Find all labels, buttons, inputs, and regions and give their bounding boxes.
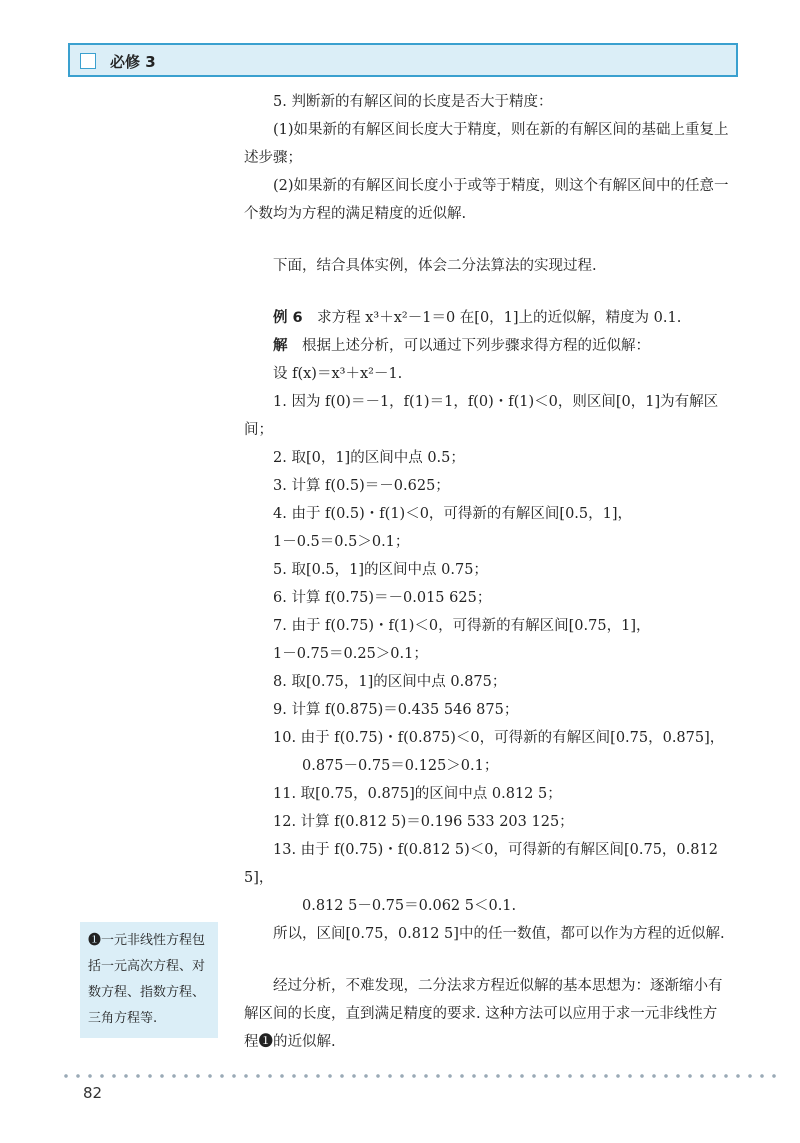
step-3: 3. 计算 f(0.5)＝－0.625；	[273, 478, 450, 494]
chapter-header	[68, 43, 738, 77]
step-12: 12. 计算 f(0.812 5)＝0.196 533 203 125；	[273, 814, 574, 830]
step5-text: 5. 判断新的有解区间的长度是否大于精度：	[273, 94, 553, 110]
solution-label: 解	[273, 338, 288, 354]
example-label: 例 6	[273, 310, 303, 326]
solution-text: 根据上述分析，可以通过下列步骤求得方程的近似解：	[302, 338, 650, 354]
step-7: 7. 由于 f(0.75)・f(1)＜0，可得新的有解区间[0.75，1]，	[273, 618, 651, 634]
step-9: 9. 计算 f(0.875)＝0.435 546 875；	[273, 702, 519, 718]
step-2: 2. 取[0，1]的区间中点 0.5；	[273, 450, 465, 466]
example-paragraph	[244, 304, 729, 332]
step-4-check: 1－0.5＝0.5＞0.1；	[273, 534, 410, 550]
step-4: 4. 由于 f(0.5)・f(1)＜0，可得新的有解区间[0.5，1]，	[273, 506, 633, 522]
header-square-icon	[80, 53, 96, 69]
step-13-check: 0.812 5－0.75＝0.062 5＜0.1.	[302, 898, 517, 914]
step5-1-text: (1)如果新的有解区间长度大于精度，则在新的有解区间的基础上重复上述步骤；	[244, 122, 729, 166]
step-6: 6. 计算 f(0.75)＝－0.015 625；	[273, 590, 492, 606]
conclusion-text: 所以，区间[0.75，0.812 5]中的任一数值，都可以作为方程的近似解.	[273, 926, 725, 942]
step-1: 1. 因为 f(0)＝－1，f(1)＝1，f(0)・f(1)＜0，则区间[0，1]为有解区间；	[244, 394, 719, 438]
header-title: 必修 3	[110, 53, 156, 71]
side-note: ❶一元非线性方程包括一元高次方程、对数方程、指数方程、三角方程等.	[80, 922, 218, 1038]
step-11: 11. 取[0.75，0.875]的区间中点 0.812 5；	[273, 786, 562, 802]
summary-text: 经过分析，不难发现，二分法求方程近似解的基本思想为：逐渐缩小有解区间的长度，直到满足精度的要求. 这种方法可以应用于求一元非线性方程❶的近似解.	[244, 978, 723, 1050]
step-10-check: 0.875－0.75＝0.125＞0.1；	[302, 758, 499, 774]
solution-paragraph	[244, 332, 729, 360]
define-f-text: 设 f(x)＝x³＋x²－1.	[273, 366, 403, 382]
step5-2-text: (2)如果新的有解区间长度小于或等于精度，则这个有解区间中的任意一个数均为方程的满足精度的近似解.	[244, 178, 729, 222]
step-13: 13. 由于 f(0.75)・f(0.812 5)＜0，可得新的有解区间[0.75，0.812 5]，	[244, 842, 718, 886]
footer-divider	[60, 1074, 780, 1078]
main-content	[244, 88, 729, 1056]
example-text: 求方程 x³＋x²－1＝0 在[0，1]上的近似解，精度为 0.1.	[317, 310, 682, 326]
step-8: 8. 取[0.75，1]的区间中点 0.875；	[273, 674, 507, 690]
intro-text: 下面，结合具体实例，体会二分法算法的实现过程.	[273, 258, 597, 274]
step-5: 5. 取[0.5，1]的区间中点 0.75；	[273, 562, 488, 578]
page-number: 82	[83, 1084, 103, 1102]
step-10: 10. 由于 f(0.75)・f(0.875)＜0，可得新的有解区间[0.75，0.875]，	[273, 730, 725, 746]
step-7-check: 1－0.75＝0.25＞0.1；	[273, 646, 428, 662]
